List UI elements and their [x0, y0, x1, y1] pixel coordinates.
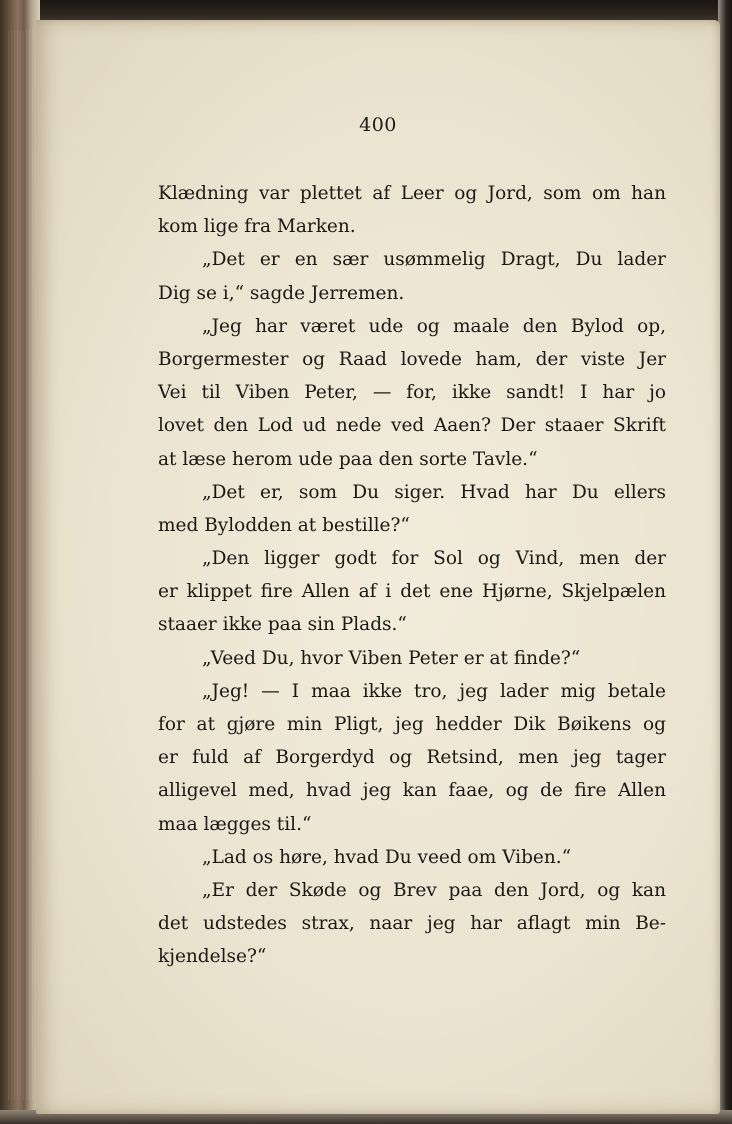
- book-right-edge: [718, 0, 732, 1124]
- text-line: „Er der Skøde og Brev paa den Jord, og kan: [202, 879, 666, 901]
- text-line: alligevel med, hvad jeg kan faae, og de fire Allen: [158, 780, 666, 802]
- text-line: det udstedes strax, naar jeg har aflagt min Be-: [158, 913, 666, 935]
- text-line: lovet den Lod ud nede ved Aaen? Der staaer Skrift: [158, 415, 666, 437]
- text-line: kom lige fra Marken.: [158, 216, 356, 238]
- page-number: 400: [359, 114, 397, 136]
- text-line: at læse herom ude paa den sorte Tavle.“: [158, 448, 538, 470]
- text-line: maa lægges til.“: [158, 813, 312, 835]
- text-line: Vei til Viben Peter, — for, ikke sandt! I har jo: [158, 382, 666, 404]
- text-line: „Lad os høre, hvad Du veed om Viben.“: [202, 846, 572, 868]
- text-line: „Veed Du, hvor Viben Peter er at finde?“: [202, 647, 581, 669]
- text-line: Borgermester og Raad lovede ham, der viste Jer: [158, 348, 666, 370]
- text-line: „Den ligger godt for Sol og Vind, men der: [202, 548, 666, 570]
- text-line: „Det er, som Du siger. Hvad har Du ellers: [202, 481, 666, 503]
- text-line: kjendelse?“: [158, 946, 267, 968]
- book-spine: [0, 0, 40, 1124]
- text-line: er fuld af Borgerdyd og Retsind, men jeg tager: [158, 747, 666, 769]
- text-line: er klippet fire Allen af i det ene Hjørne, Skjelpælen: [158, 581, 666, 603]
- text-line: med Bylodden at bestille?“: [158, 514, 410, 536]
- text-line: Dig se i,“ sagde Jerremen.: [158, 282, 405, 304]
- text-line: „Det er en sær usømmelig Dragt, Du lader: [202, 249, 666, 271]
- text-line: staaer ikke paa sin Plads.“: [158, 614, 407, 636]
- text-line: „Jeg har været ude og maale den Bylod op,: [202, 315, 666, 337]
- text-line: Klædning var plettet af Leer og Jord, som om han: [158, 183, 666, 204]
- page-edges: [8, 30, 34, 1100]
- book-page: [36, 20, 720, 1114]
- text-line: for at gjøre min Pligt, jeg hedder Dik Bøikens og: [158, 714, 666, 735]
- text-line: „Jeg! — I maa ikke tro, jeg lader mig betale: [202, 680, 666, 702]
- body-text: [158, 177, 666, 974]
